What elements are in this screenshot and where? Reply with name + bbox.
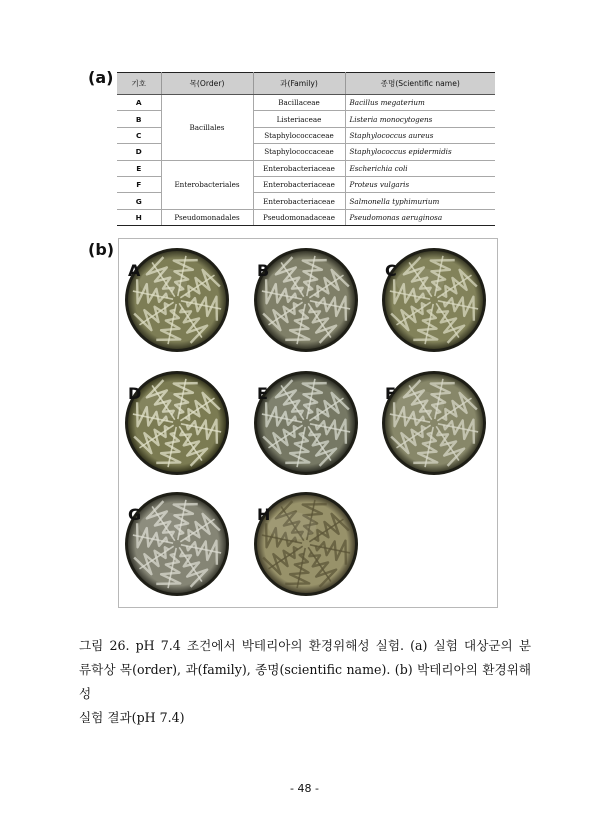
- header-family: 과(Family): [253, 73, 345, 95]
- table-header-row: [117, 73, 495, 95]
- panel-b-label: (b): [88, 240, 115, 259]
- row-code: F: [117, 176, 161, 192]
- plate-image: [381, 247, 487, 353]
- header-species: 종명(Scientific name): [345, 73, 495, 95]
- petri-dish-e: [253, 370, 359, 476]
- plate-image: [381, 370, 487, 476]
- family-cell: Enterobacteriaceae: [253, 160, 345, 176]
- panel-a-label: (a): [88, 68, 114, 87]
- header-code: 기호: [117, 73, 161, 95]
- plate-label-a: A: [128, 261, 141, 280]
- table-row: [117, 95, 495, 111]
- plate-label-h: H: [257, 505, 271, 524]
- petri-dish-photo-panel: [118, 238, 498, 608]
- plate-label-c: C: [385, 261, 397, 280]
- caption-line-1: 그림 26. pH 7.4 조건에서 박테리아의 환경위해성 실험. (a) 실험 대상군의 분: [79, 638, 531, 653]
- species-cell: Staphylococcus aureus: [345, 127, 495, 143]
- family-cell: Enterobacteriaceae: [253, 193, 345, 209]
- plate-label-f: F: [385, 384, 396, 403]
- species-cell: Salmonella typhimurium: [345, 193, 495, 209]
- species-cell: Listeria monocytogens: [345, 111, 495, 127]
- order-cell: Bacillales: [161, 95, 253, 161]
- table-row: [117, 209, 495, 225]
- order-cell: Enterobacteriales: [161, 160, 253, 209]
- row-code: E: [117, 160, 161, 176]
- row-code: B: [117, 111, 161, 127]
- plate-label-d: D: [128, 384, 142, 403]
- row-code: H: [117, 209, 161, 225]
- species-cell: Escherichia coli: [345, 160, 495, 176]
- plate-label-e: E: [257, 384, 268, 403]
- row-code: A: [117, 95, 161, 111]
- petri-dish-f: [381, 370, 487, 476]
- plate-image: [253, 370, 359, 476]
- order-cell: Pseudomonadales: [161, 209, 253, 225]
- family-cell: Staphylococcaceae: [253, 127, 345, 143]
- figure-caption: [79, 634, 531, 730]
- header-order: 목(Order): [161, 73, 253, 95]
- species-cell: Bacillus megaterium: [345, 95, 495, 111]
- caption-line-2: 류학상 목(order), 과(family), 종명(scientific name). (b) 박테리아의 환경위해성: [79, 662, 531, 701]
- row-code: C: [117, 127, 161, 143]
- caption-line-3: 실험 결과(pH 7.4): [79, 710, 185, 725]
- species-cell: Staphylococcus epidermidis: [345, 144, 495, 160]
- family-cell: Staphylococcaceae: [253, 144, 345, 160]
- table-row: [117, 160, 495, 176]
- family-cell: Pseudomonadaceae: [253, 209, 345, 225]
- plate-label-b: B: [257, 261, 270, 280]
- row-code: D: [117, 144, 161, 160]
- page-number: - 48 -: [290, 782, 319, 795]
- family-cell: Listeriaceae: [253, 111, 345, 127]
- species-cell: Pseudomonas aeruginosa: [345, 209, 495, 225]
- species-cell: Proteus vulgaris: [345, 176, 495, 192]
- plate-label-g: G: [128, 505, 142, 524]
- family-cell: Enterobacteriaceae: [253, 176, 345, 192]
- taxonomy-table: [117, 72, 495, 226]
- row-code: G: [117, 193, 161, 209]
- family-cell: Bacillaceae: [253, 95, 345, 111]
- petri-dish-c: [381, 247, 487, 353]
